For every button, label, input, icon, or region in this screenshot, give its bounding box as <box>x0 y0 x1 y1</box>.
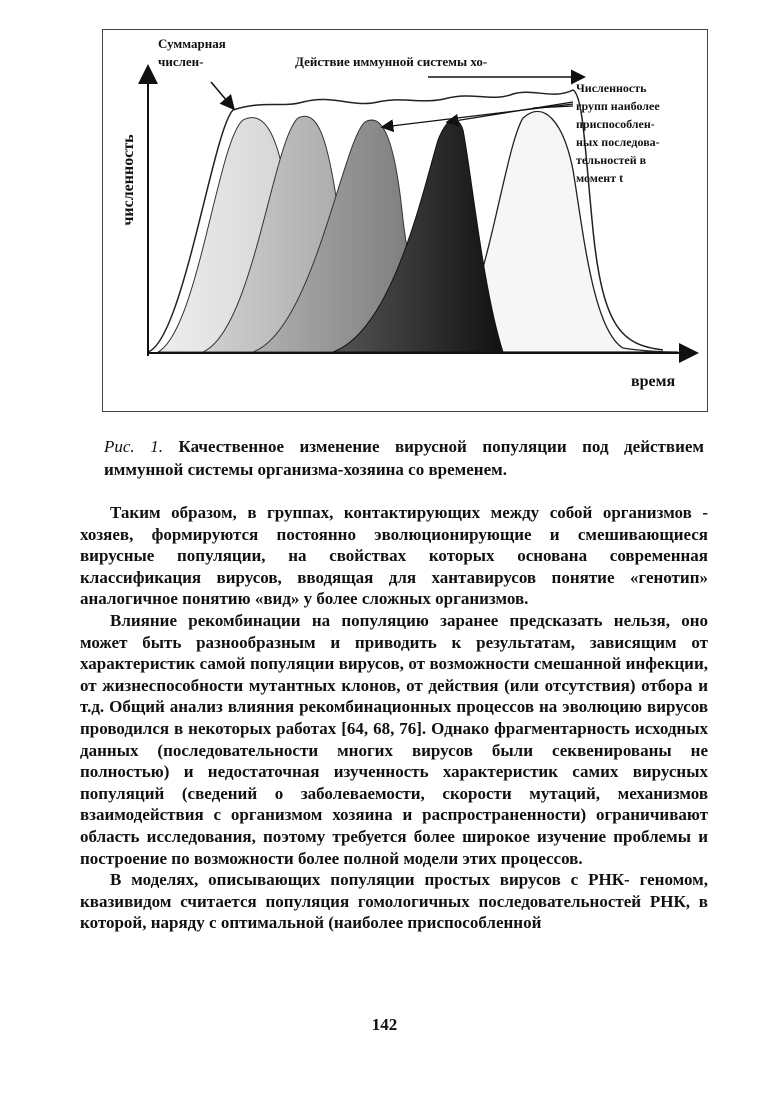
total-label-pointer <box>211 82 233 108</box>
groups-label-line2: групп наиболее <box>576 99 660 113</box>
immune-action-label: Действие иммунной системы хо- <box>295 54 488 69</box>
x-axis-label: время <box>631 373 676 390</box>
groups-label-line1: Численность <box>576 81 647 95</box>
caption-text: Качественное изменение вирусной популяции под действием иммунной системы организма-хозяина со временем. <box>104 437 704 479</box>
body-text <box>80 502 708 934</box>
figure-caption <box>104 435 704 481</box>
caption-label: Рис. 1. <box>104 437 163 456</box>
paragraph-2: Влияние рекомбинации на популяцию заранее предсказать нельзя, оно может быть разнообразным и приводить к результатам, зависящим от характеристик самой популяции вирусов, от возможности смешанной инфекции, от жизнеспособности мутантных клонов, от действия (или отсутствия) отбора и т.д. Общий анализ влияния рекомбинационных процессов на эволюцию вирусов проводился в некоторых работах [64, 68, 76]. Однако фрагментарность исходных данных (последовательности многих вирусов были секвенированы не полностью) и недостаточная изученность характеристик самих вирусных популяций (сведений о заболеваемости, скорости мутаций, механизмов взаимодействия с организмом хозяина и распространенности) ограничивают область исследования, поэтому требуется более широкое изучение проблемы и построение по возможности более полной модели этих процессов. <box>80 610 708 868</box>
groups-label-line3: приспособлен- <box>576 117 655 131</box>
groups-label-line6: момент t <box>576 171 624 185</box>
y-axis-label: численность <box>120 134 137 226</box>
paragraph-3: В моделях, описывающих популяции простых вирусов с РНК- геномом, квазивидом считается популяция гомологичных последовательностей РНК, в которой, наряду с оптимальной (наиболее приспособленной <box>80 870 708 933</box>
paragraph-1: Таким образом, в группах, контактирующих между собой организмов - хозяев, формируются постоянно эволюционирующие и смешивающиеся вирусные популяции, на свойствах которых основана современная классификация вирусов, вводящая для хантавирусов понятие «генотип» аналогичное понятию «вид» у более сложных организмов. <box>80 503 708 609</box>
figure-frame <box>102 29 708 412</box>
total-label-line1: Суммарная <box>158 36 226 51</box>
groups-label-line4: ных последова- <box>576 135 660 149</box>
groups-label-line5: тельностей в <box>576 153 647 167</box>
total-label-line2: числен- <box>158 54 204 69</box>
page-number: 142 <box>371 1015 398 1034</box>
population-figure <box>103 30 709 413</box>
